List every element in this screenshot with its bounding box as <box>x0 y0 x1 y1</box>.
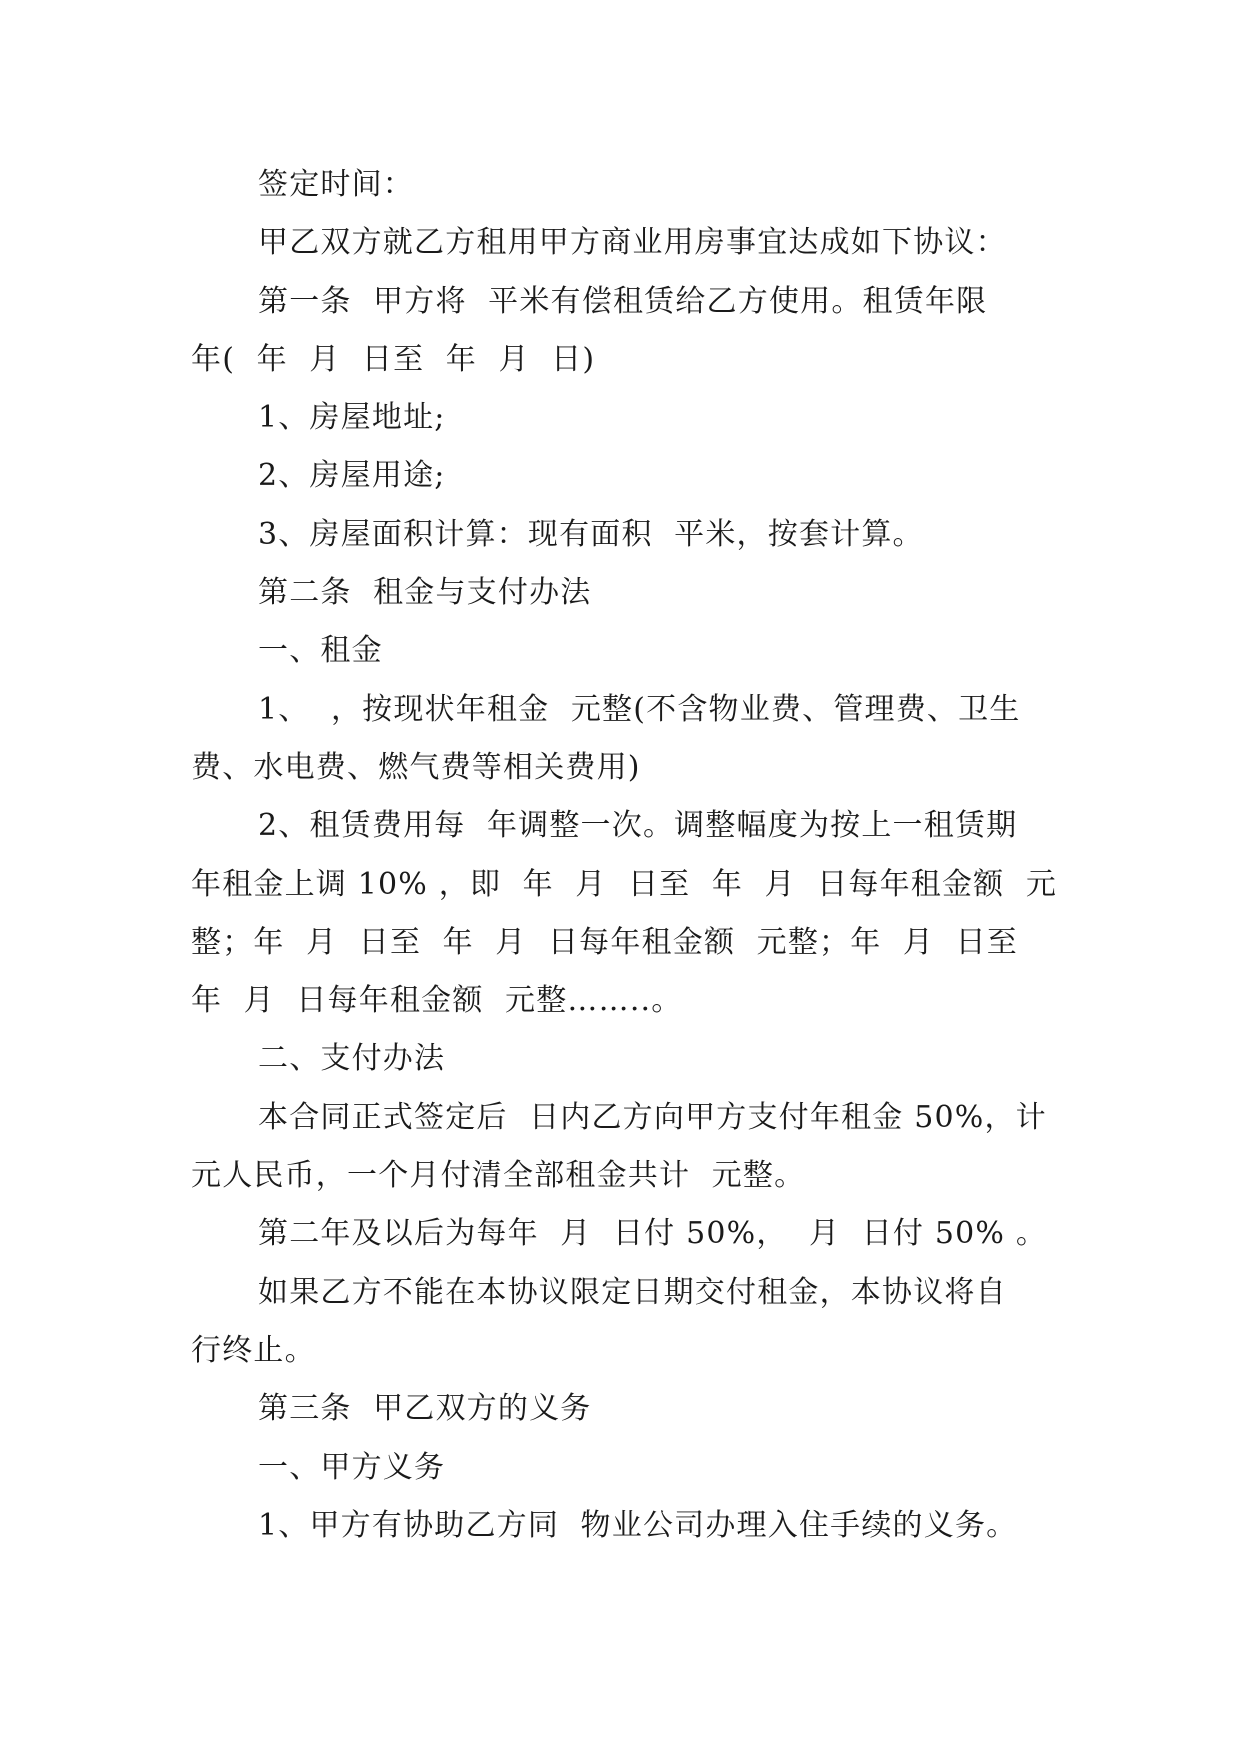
document-line: 3、房屋面积计算：现有面积 平米，按套计算。 <box>258 516 924 552</box>
document-line: 整；年 月 日至 年 月 日每年租金额 元整；年 月 日至 <box>191 924 1018 960</box>
document-line: 甲乙双方就乙方租用甲方商业用房事宜达成如下协议： <box>258 225 1007 261</box>
document-line: 本合同正式签定后 日内乙方向甲方支付年租金 50%，计 <box>258 1099 1047 1135</box>
document-line: 签定时间： <box>258 167 414 202</box>
document-line: 年( 年 月 日至 年 月 日) <box>191 341 596 377</box>
document-line: 2、房屋用途; <box>258 458 446 494</box>
document-line: 2、租赁费用每 年调整一次。调整幅度为按上一租赁期 <box>258 808 1018 844</box>
document-line: 第三条 甲乙双方的义务 <box>258 1391 592 1427</box>
document-line: 二、支付办法 <box>258 1041 446 1077</box>
document-line: 第一条 甲方将 平米有偿租赁给乙方使用。租赁年限 <box>258 283 988 319</box>
document-line: 1、 ，按现状年租金 元整(不含物业费、管理费、卫生 <box>258 691 1021 727</box>
document-line: 第二条 租金与支付办法 <box>258 575 592 611</box>
document-line: 行终止。 <box>191 1332 316 1368</box>
document-body <box>191 156 1071 1555</box>
document-line: 年租金上调 10% ，即 年 月 日至 年 月 日每年租金额 元 <box>191 866 1058 902</box>
document-line: 元人民币，一个月付清全部租金共计 元整。 <box>191 1158 806 1194</box>
document-line: 年 月 日每年租金额 元整……..。 <box>191 983 683 1019</box>
document-line: 1、房屋地址; <box>258 400 446 436</box>
document-line: 费、水电费、燃气费等相关费用) <box>191 749 641 785</box>
document-line: 1、甲方有协助乙方同 物业公司办理入住手续的义务。 <box>258 1507 1018 1543</box>
document-line: 如果乙方不能在本协议限定日期交付租金，本协议将自 <box>258 1274 1007 1310</box>
document-line: 一、甲方义务 <box>258 1449 446 1485</box>
document-line: 第二年及以后为每年 月 日付 50%， 月 日付 50% 。 <box>258 1216 1048 1252</box>
document-line: 一、租金 <box>258 633 383 669</box>
